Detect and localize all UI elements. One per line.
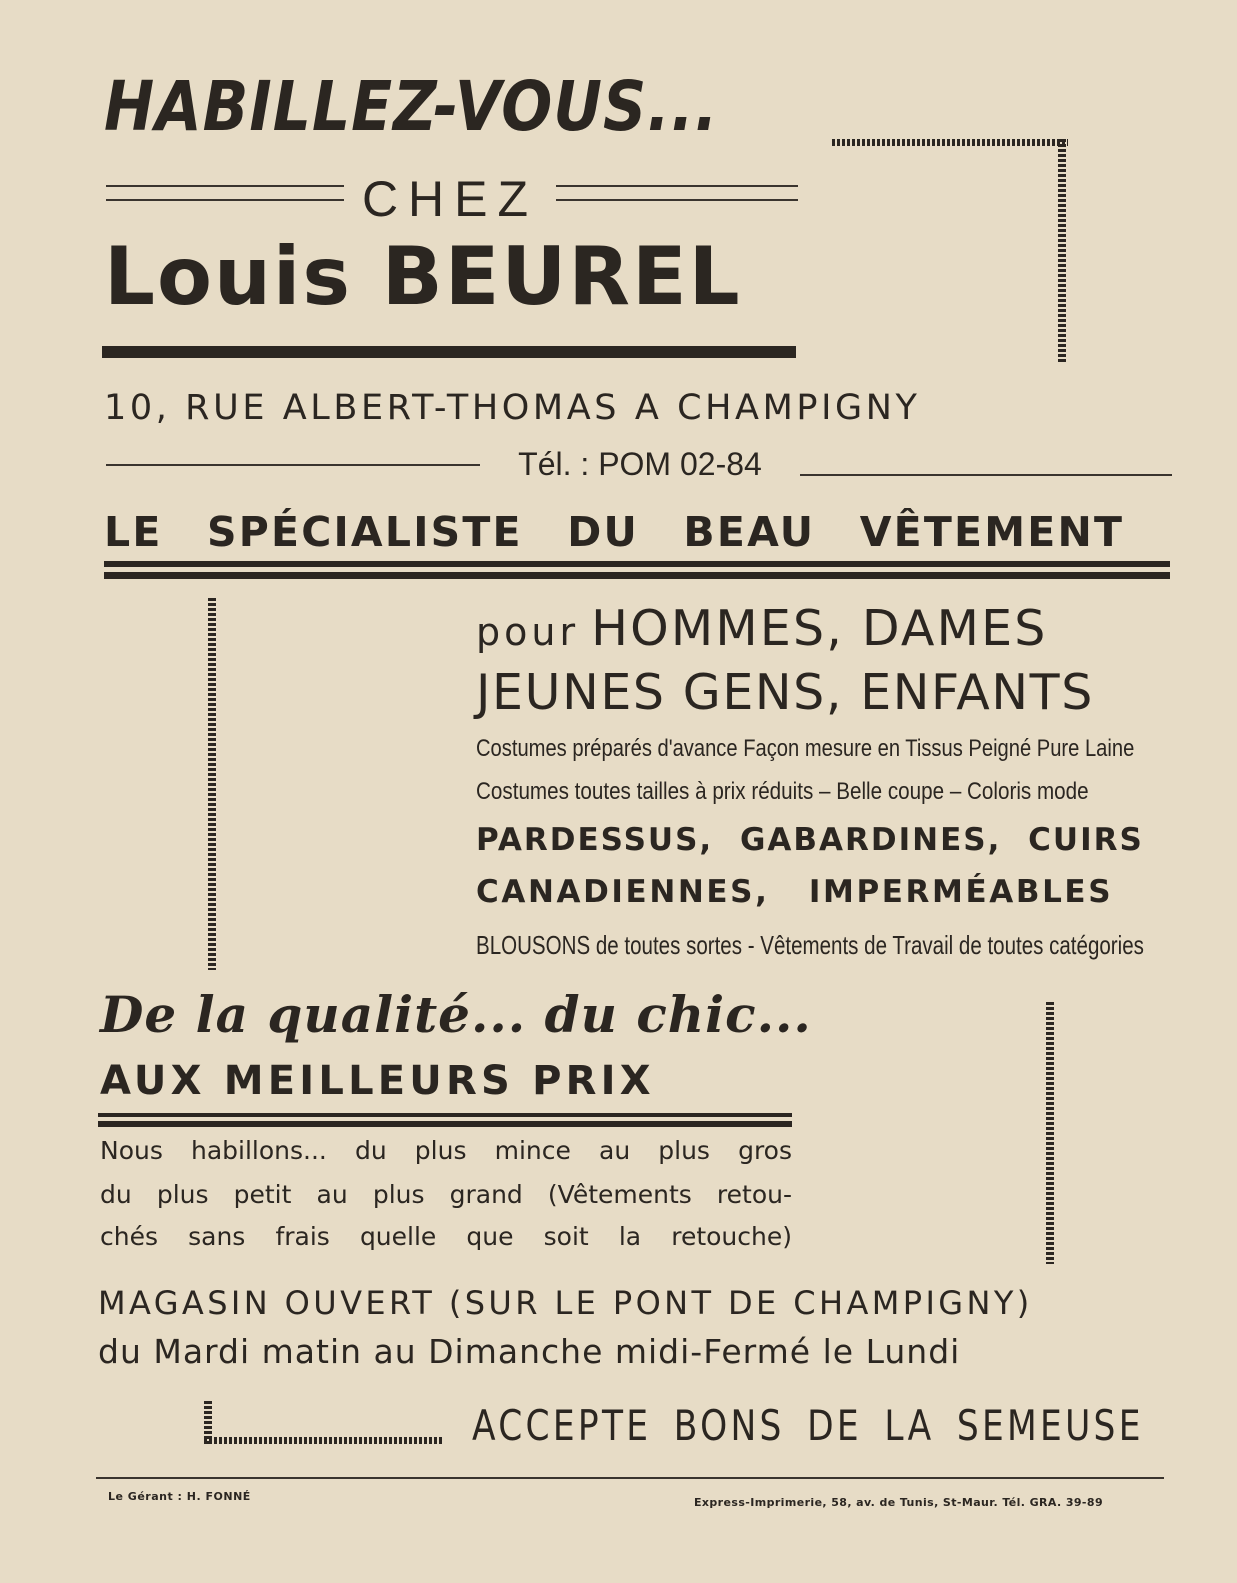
corner-frame-top <box>832 139 1068 146</box>
headline: HABILLEZ-VOUS... <box>104 66 719 148</box>
brand-name: Louis BEUREL <box>104 230 742 323</box>
dotted-vertical-right <box>1046 1002 1054 1264</box>
phone-rule-left <box>106 464 480 466</box>
specialist-underline-1 <box>104 561 1170 567</box>
shop-open-line: MAGASIN OUVERT (SUR LE PONT DE CHAMPIGNY) <box>98 1284 1033 1322</box>
chez-rule-right-2 <box>556 199 798 201</box>
blousons-line: BLOUSONS de toutes sortes - Vêtements de Travail de toutes catégories <box>476 930 1144 960</box>
shop-hours-line: du Mardi matin au Dimanche midi-Fermé le Lundi <box>98 1332 961 1371</box>
footer-manager: Le Gérant : H. FONNÉ <box>108 1490 251 1503</box>
chez-rule-left-1 <box>106 185 344 187</box>
pour-label: pour <box>476 610 580 654</box>
body-line-2: du plus petit au plus grand (Vêtements retou- <box>100 1180 792 1209</box>
chez-rule-left-2 <box>106 199 344 201</box>
best-price-heading: AUX MEILLEURS PRIX <box>100 1058 655 1104</box>
best-price-underline-2 <box>98 1121 792 1127</box>
garments-line-1: PARDESSUS, GABARDINES, CUIRS <box>476 822 1144 858</box>
audience-men-women: HOMMES, DAMES <box>591 600 1048 657</box>
corner-bracket-horizontal <box>204 1437 444 1444</box>
costumes-line-2: Costumes toutes tailles à prix réduits – Belle coupe – Coloris mode <box>476 778 1089 805</box>
body-line-3: chés sans frais quelle que soit la retouche) <box>100 1222 792 1251</box>
chez-rule-right-1 <box>556 185 798 187</box>
phone-number: Tél. : POM 02-84 <box>518 446 762 482</box>
specialist-heading: LE SPÉCIALISTE DU BEAU VÊTEMENT <box>104 508 1125 556</box>
brand-underline <box>102 346 796 358</box>
costumes-line-1: Costumes préparés d'avance Façon mesure en Tissus Peigné Pure Laine <box>476 735 1135 762</box>
audience-line-1 <box>476 600 1048 657</box>
corner-frame-right <box>1058 139 1066 364</box>
footer-printer: Express-Imprimerie, 58, av. de Tunis, St-Maur. Tél. GRA. 39-89 <box>694 1496 1104 1509</box>
best-price-underline-1 <box>98 1113 792 1117</box>
address: 10, RUE ALBERT-THOMAS A CHAMPIGNY <box>104 388 921 428</box>
dotted-vertical-left <box>208 598 216 970</box>
accept-vouchers: ACCEPTE BONS DE LA SEMEUSE <box>472 1401 1144 1450</box>
audience-line-2: JEUNES GENS, ENFANTS <box>476 664 1094 721</box>
quality-tagline: De la qualité... du chic... <box>100 985 812 1044</box>
garments-line-2: CANADIENNES, IMPERMÉABLES <box>476 874 1114 910</box>
chez-label: CHEZ <box>361 171 539 227</box>
body-line-1: Nous habillons... du plus mince au plus gros <box>100 1136 792 1165</box>
specialist-underline-2 <box>104 572 1170 579</box>
footer-rule <box>96 1477 1164 1479</box>
phone-rule-right <box>800 474 1172 476</box>
